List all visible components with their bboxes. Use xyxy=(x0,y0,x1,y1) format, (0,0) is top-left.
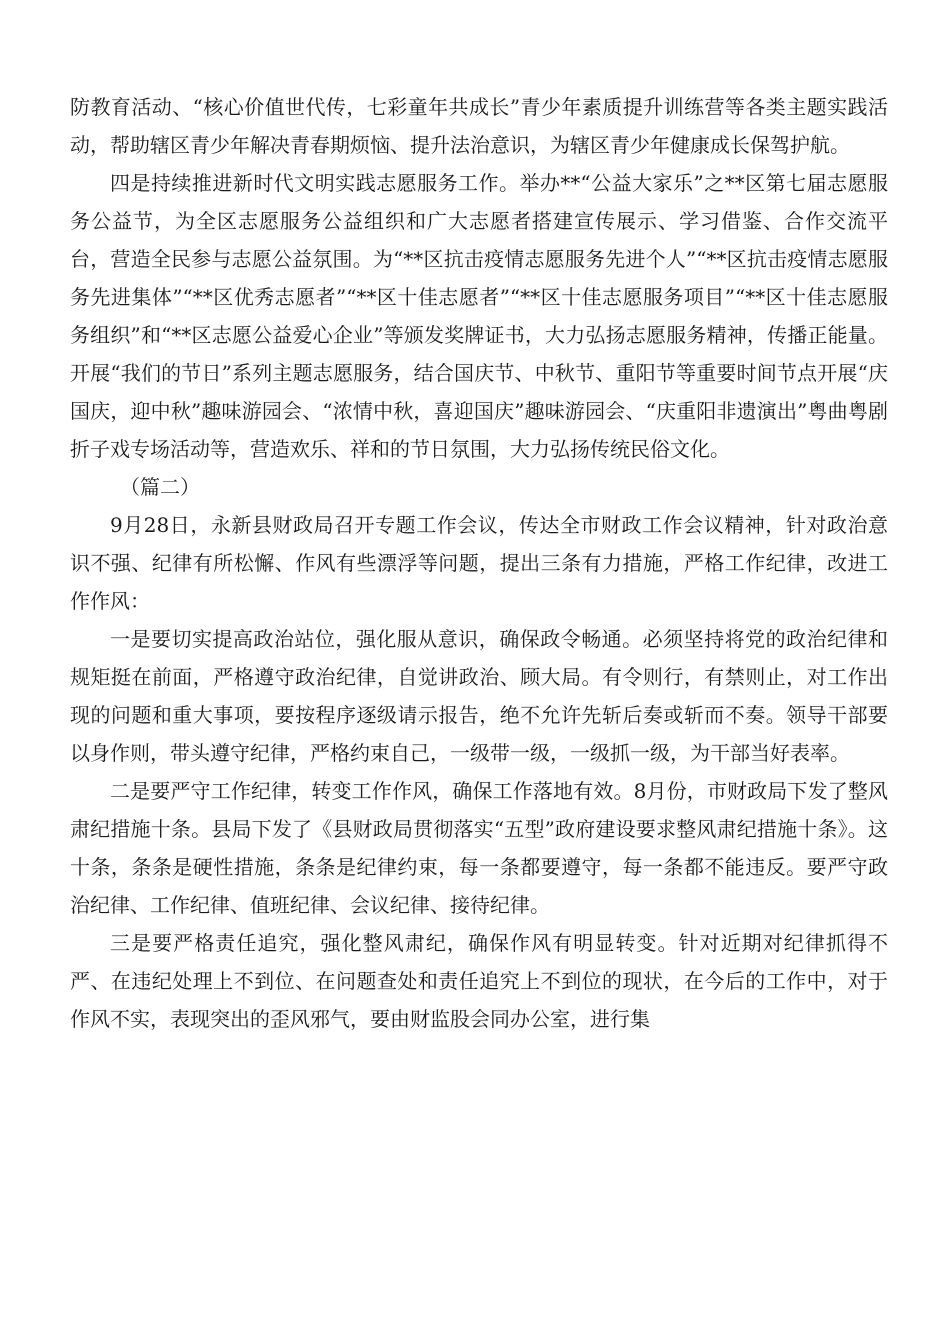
paragraph-1: 防教育活动、“核心价值世代传，七彩童年共成长”青少年素质提升训练营等各类主题实践活动，帮助辖区青少年解决青春期烦恼、提升法治意识，为辖区青少年健康成长保驾护航。 xyxy=(70,95,888,157)
paragraph-5: 一是要切实提高政治站位，强化服从意识，确保政令畅通。必须坚持将党的政治纪律和规矩挺在前面，严格遵守政治纪律，自觉讲政治、顾大局。有令则行，有禁则止，对工作出现的问题和重大事项，要按程序逐级请示报告，绝不允许先斩后奏或斩而不奏。领导干部要以身作则，带头遵守纪律，严格约束自己，一级带一级，一级抓一级，为干部当好表率。 xyxy=(70,627,888,765)
paragraph-6: 二是要严守工作纪律，转变工作作风，确保工作落地有效。8月份，市财政局下发了整风肃纪措施十条。县局下发了《县财政局贯彻落实“五型”政府建设要求整风肃纪措施十条》。这十条，条条是硬性措施，条条是纪律约束，每一条都要遵守，每一条都不能违反。要严守政治纪律、工作纪律、值班纪律、会议纪律、接待纪律。 xyxy=(70,779,888,917)
section-heading: （篇二） xyxy=(120,475,200,499)
paragraph-4: 9月28日，永新县财政局召开专题工作会议，传达全市财政工作会议精神，针对政治意识不强、纪律有所松懈、作风有些漂浮等问题，提出三条有力措施，严格工作纪律，改进工作作风： xyxy=(70,513,888,613)
document-page xyxy=(70,88,888,1038)
paragraph-2: 四是持续推进新时代文明实践志愿服务工作。举办**“公益大家乐”之**区第七届志愿服务公益节，为全区志愿服务公益组织和广大志愿者搭建宣传展示、学习借鉴、合作交流平台，营造全民参与志愿公益氛围。为“**区抗击疫情志愿服务先进个人”“**区抗击疫情志愿服务先进集体”“**区优秀志愿者”“**区十佳志愿者”“**区十佳志愿服务项目”“**区十佳志愿服务组织”和“**区志愿公益爱心企业”等颁发奖牌证书，大力弘扬志愿服务精神，传播正能量。开展“我们的节日”系列主题志愿服务，结合国庆节、中秋节、重阳节等重要时间节点开展“庆国庆，迎中秋”趣味游园会、“浓情中秋，喜迎国庆”趣味游园会、“庆重阳非遗演出”粤曲粤剧折子戏专场活动等，营造欢乐、祥和的节日氛围，大力弘扬传统民俗文化。 xyxy=(70,171,888,461)
paragraph-7: 三是要严格责任追究，强化整风肃纪，确保作风有明显转变。针对近期对纪律抓得不严、在违纪处理上不到位、在问题查处和责任追究上不到位的现状，在今后的工作中，对于作风不实，表现突出的歪风邪气，要由财监股会同办公室，进行集 xyxy=(70,931,888,1031)
